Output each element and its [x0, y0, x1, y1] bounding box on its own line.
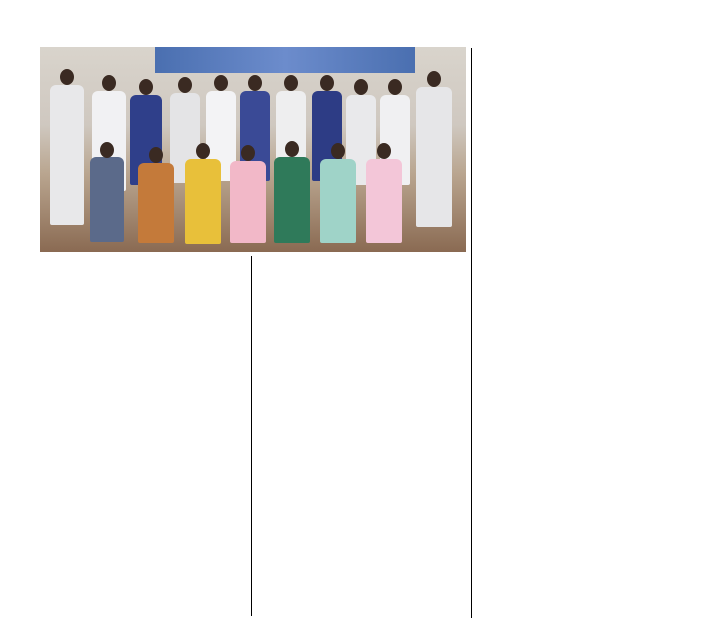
column-right — [478, 46, 690, 618]
student-seated — [274, 157, 310, 243]
student-seated — [230, 161, 266, 243]
student-head — [196, 143, 210, 159]
person-head — [354, 79, 368, 95]
person-head — [178, 77, 192, 93]
person-standing — [416, 87, 452, 227]
person-head — [284, 75, 298, 91]
column-middle — [256, 254, 464, 620]
student-seated — [366, 159, 402, 243]
person-head — [139, 79, 153, 95]
person-head — [320, 75, 334, 91]
stage-banner — [155, 47, 415, 73]
column-rule — [471, 48, 472, 618]
person-head — [388, 79, 402, 95]
student-head — [285, 141, 299, 157]
student-seated — [90, 157, 124, 242]
student-head — [331, 143, 345, 159]
column-rule — [251, 256, 252, 616]
student-head — [241, 145, 255, 161]
student-head — [149, 147, 163, 163]
student-head — [100, 142, 114, 158]
student-head — [377, 143, 391, 159]
student-seated — [138, 163, 174, 243]
student-seated — [185, 159, 221, 244]
column-left — [40, 254, 246, 620]
person-head — [248, 75, 262, 91]
student-seated — [320, 159, 356, 243]
group-photo — [40, 47, 466, 252]
article-headline — [0, 0, 709, 44]
person-standing — [50, 85, 84, 225]
person-head — [60, 69, 74, 85]
person-head — [427, 71, 441, 87]
person-head — [102, 75, 116, 91]
person-head — [214, 75, 228, 91]
